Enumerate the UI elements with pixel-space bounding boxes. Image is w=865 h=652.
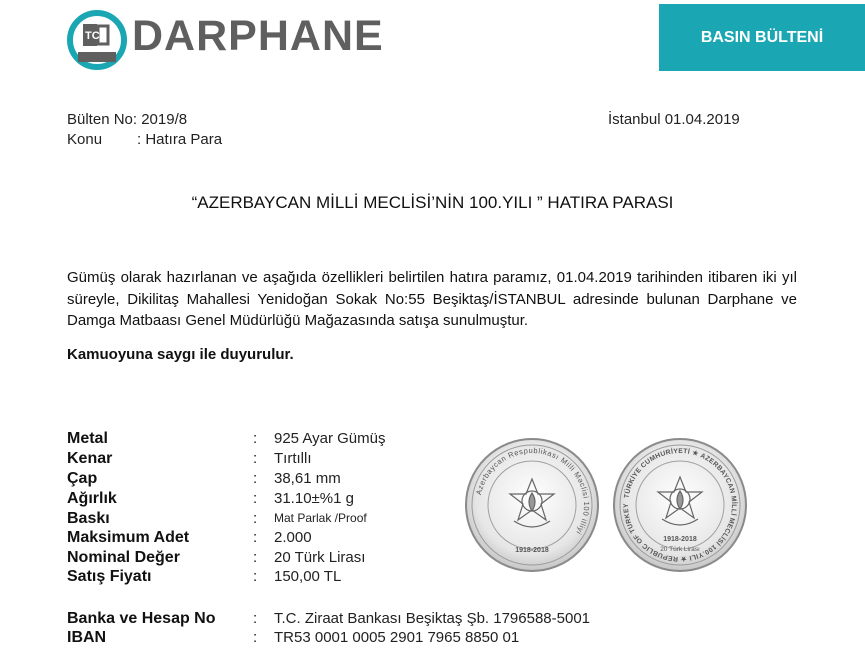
spec-value-metal: 925 Ayar Gümüş — [274, 430, 386, 447]
spec-separator: : — [253, 450, 258, 467]
brand-name: DARPHANE — [132, 12, 384, 60]
spec-separator: : — [253, 490, 258, 507]
left-coin-years: 1918-2018 — [515, 547, 549, 554]
spec-value-iban: TR53 0001 0005 2901 7965 8850 01 — [274, 629, 520, 646]
spec-value-diameter: 38,61 mm — [274, 470, 341, 487]
darphane-logo — [66, 8, 384, 72]
right-coin-denomination: 20 Türk Lirası — [660, 546, 700, 553]
topic-label: Konu — [67, 131, 103, 148]
spec-label-edge: Kenar — [67, 450, 113, 467]
announcement: Kamuoyuna saygı ile duyurulur. — [67, 346, 294, 363]
badge-label: BASIN BÜLTENİ — [700, 28, 824, 46]
coin-reverse — [614, 439, 746, 571]
svg-text:TC: TC — [85, 30, 100, 42]
bulletin-no — [67, 111, 187, 128]
spec-separator: : — [253, 470, 258, 487]
spec-value-price: 150,00 TL — [274, 568, 342, 585]
press-release-badge — [659, 4, 865, 71]
spec-separator: : — [253, 549, 258, 566]
topic-value: : Hatıra Para — [137, 131, 223, 148]
right-coin-years: 1918-2018 — [663, 536, 697, 543]
coin-obverse — [466, 439, 598, 571]
bulletin-topic — [67, 131, 102, 148]
spec-value-max-quantity: 2.000 — [274, 529, 312, 546]
spec-label-weight: Ağırlık — [67, 490, 117, 507]
bulletin-no-value: 2019/8 — [141, 111, 188, 128]
spec-label-max-quantity: Maksimum Adet — [67, 529, 190, 546]
spec-label-nominal: Nominal Değer — [67, 549, 180, 566]
spec-separator: : — [253, 629, 258, 646]
darphane-emblem-icon — [66, 8, 128, 72]
spec-label-iban: IBAN — [67, 629, 107, 646]
spec-separator: : — [253, 430, 258, 447]
bulletin-date: İstanbul 01.04.2019 — [608, 111, 740, 128]
spec-label-bank: Banka ve Hesap No — [67, 610, 216, 627]
left-coin-ring-text: Azerbaycan Respublikası Milli Məclisi 100 illiyi — [474, 445, 592, 537]
spec-separator: : — [253, 529, 258, 546]
spec-value-edge: Tırtıllı — [274, 450, 312, 467]
spec-value-bank: T.C. Ziraat Bankası Beşiktaş Şb. 1796588-5001 — [274, 610, 591, 627]
spec-value-weight: 31.10±%1 g — [274, 490, 354, 507]
spec-label-print: Baskı — [67, 510, 110, 527]
right-coin-ring-text: TÜRKİYE CUMHURİYETİ ★ AZERBAYCAN MİLLİ MECLİSİ 100.YILI ★ REPUBLIC OF TURKEY — [622, 447, 738, 563]
spec-label-metal: Metal — [67, 430, 108, 447]
body-paragraph: Gümüş olarak hazırlanan ve aşağıda özellikleri belirtilen hatıra paramız, 01.04.2019 tarihinden itibaren iki yıl süreyle, Dikilitaş Mahallesi Yenidoğan Sokak No:55 Beşiktaş/İSTANBUL adresinde bulunan Darphane ve Damga Matbaası Genel Müdürlüğü Mağazasında satışa sunulmuştur. — [67, 269, 797, 329]
spec-separator: : — [253, 610, 258, 627]
spec-separator: : — [253, 568, 258, 585]
spec-label-price: Satış Fiyatı — [67, 568, 152, 585]
spec-label-diameter: Çap — [67, 470, 98, 487]
spec-value-nominal: 20 Türk Lirası — [274, 549, 366, 566]
page-title: “AZERBAYCAN MİLLİ MECLİSİ’NİN 100.YILI ” HATIRA PARASI — [191, 193, 674, 212]
bulletin-no-label: Bülten No: — [67, 111, 138, 128]
spec-value-print: Mat Parlak /Proof — [274, 511, 367, 525]
spec-separator: : — [253, 510, 258, 527]
coin-images — [460, 437, 750, 573]
